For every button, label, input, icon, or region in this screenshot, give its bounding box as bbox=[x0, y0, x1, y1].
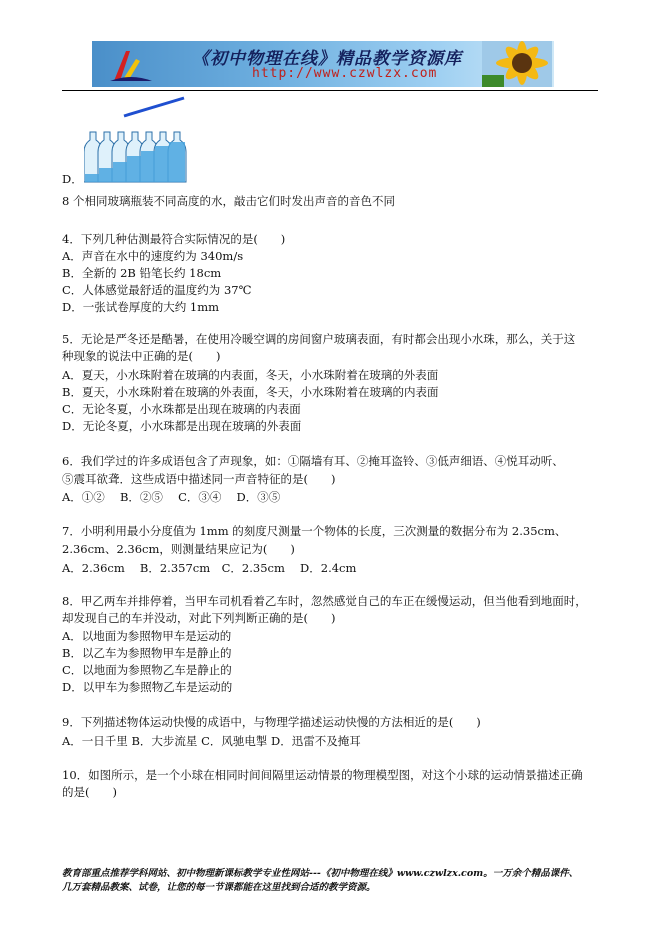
header-rule bbox=[62, 90, 598, 91]
q5-option-c: C．无论冬夏，小水珠都是出现在玻璃的内表面 bbox=[62, 402, 301, 416]
q4-option-a: A．声音在水中的速度约为 340m/s bbox=[62, 249, 244, 263]
q5-stem-line1: 5．无论是严冬还是酷暑，在使用冷暖空调的房间窗户玻璃表面，有时都会出现小水珠，那么，关于这 bbox=[62, 332, 576, 346]
option-d-label: D． bbox=[62, 172, 83, 186]
q8-option-b: B．以乙车为参照物甲车是静止的 bbox=[62, 646, 232, 660]
footer-line-1: 教育部重点推荐学科网站、初中物理新课标教学专业性网站---《初中物理在线》www.czwlzx.com。一万余个精品课件、 bbox=[62, 868, 579, 879]
q5-stem-line2: 种现象的说法中正确的是( ) bbox=[62, 349, 221, 363]
q5-option-a: A．夏天，小水珠附着在玻璃的内表面，冬天，小水珠附着在玻璃的外表面 bbox=[62, 368, 439, 382]
banner-url: http://www.czwlzx.com bbox=[252, 66, 438, 81]
q7-options: A．2.36cm B．2.357cm C．2.35cm D．2.4cm bbox=[62, 561, 357, 575]
q4-stem: 4．下列几种估测最符合实际情况的是( ) bbox=[62, 232, 286, 246]
q9-options: A．一日千里 B．大步流星 C．风驰电掣 D．迅雷不及掩耳 bbox=[62, 734, 361, 748]
q8-stem-line2: 却发现自己的车并没动，对此下列判断正确的是( ) bbox=[62, 611, 336, 625]
q6-options: A．①② B．②⑤ C．③④ D．③⑤ bbox=[62, 490, 281, 504]
banner-title: 《初中物理在线》精品教学资源库 bbox=[192, 49, 462, 69]
q8-stem-line1: 8．甲乙两车并排停着，当甲车司机看着乙车时，忽然感觉自己的车正在缓慢运动，但当他看到地面时， bbox=[62, 594, 587, 608]
q10-stem-line1: 10．如图所示，是一个小球在相同时间间隔里运动情景的物理模型图，对这个小球的运动情景描述正确 bbox=[62, 768, 583, 782]
q8-option-a: A．以地面为参照物甲车是运动的 bbox=[62, 629, 232, 643]
q4-option-d: D．一张试卷厚度的大约 1mm bbox=[62, 300, 220, 314]
sunflower-icon bbox=[482, 41, 552, 87]
q6-stem-line1: 6．我们学过的许多成语包含了声现象，如：①隔墙有耳、②掩耳盗铃、③低声细语、④悦耳动听、 bbox=[62, 454, 564, 468]
header-banner bbox=[92, 41, 554, 87]
q8-option-d: D．以甲车为参照物乙车是运动的 bbox=[62, 680, 233, 694]
q9-stem: 9．下列描述物体运动快慢的成语中，与物理学描述运动快慢的方法相近的是( ) bbox=[62, 715, 481, 729]
q8-option-c: C．以地面为参照物乙车是静止的 bbox=[62, 663, 232, 677]
q4-option-b: B．全新的 2B 铅笔长约 18cm bbox=[62, 266, 222, 280]
q6-stem-line2: ⑤震耳欲聋．这些成语中描述同一声音特征的是( ) bbox=[62, 472, 336, 486]
q4-option-c: C．人体感觉最舒适的温度约为 37℃ bbox=[62, 283, 252, 297]
q5-option-d: D．无论冬夏，小水珠都是出现在玻璃的外表面 bbox=[62, 419, 302, 433]
bottles-illustration bbox=[84, 94, 194, 186]
site-logo-icon bbox=[106, 45, 156, 85]
q10-stem-line2: 的是( ) bbox=[62, 785, 117, 799]
q5-option-b: B．夏天，小水珠附着在玻璃的外表面，冬天，小水珠附着在玻璃的内表面 bbox=[62, 385, 439, 399]
page-footer bbox=[62, 867, 578, 895]
footer-line-2: 几万套精品教案、试卷，让您的每一节课都能在这里找到合适的教学资源。 bbox=[62, 882, 376, 893]
caption: 8 个相同玻璃瓶装不同高度的水，敲击它们时发出声音的音色不同 bbox=[62, 194, 395, 208]
q7-stem-line2: 2.36cm、2.36cm，则测量结果应记为( ) bbox=[62, 542, 295, 556]
q7-stem-line1: 7．小明利用最小分度值为 1mm 的刻度尺测量一个物体的长度，三次测量的数据分布为 2.35cm、 bbox=[62, 524, 567, 538]
